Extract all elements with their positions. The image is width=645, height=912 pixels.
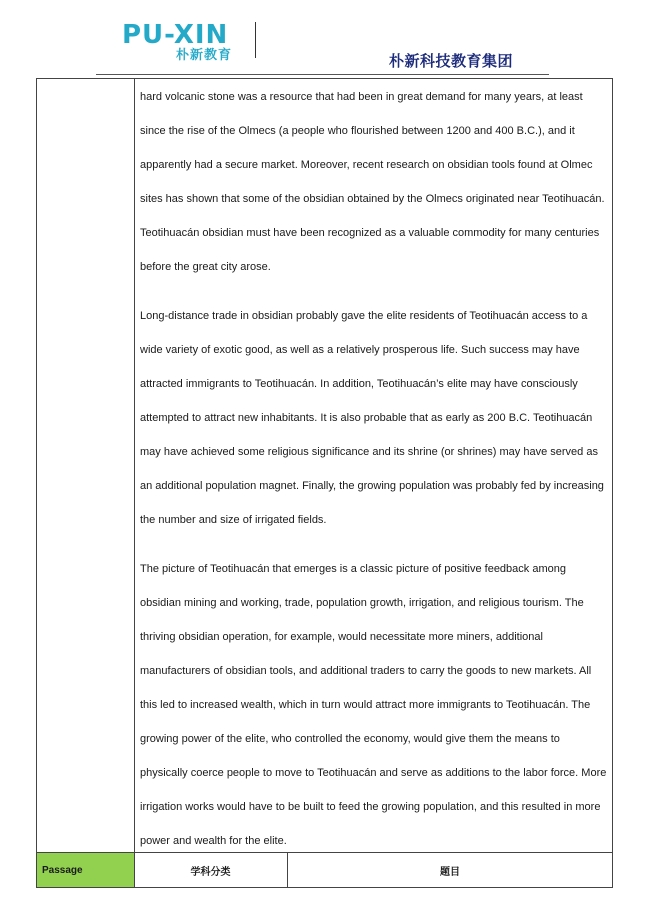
question-header-cell: 题目 (440, 866, 460, 878)
table-column-divider (134, 78, 135, 888)
passage-paragraph: hard volcanic stone was a resource that had been in great demand for many years, at least since the rise of the Olmecs (a people who flourished between 1200 and 400 B.C.), and it apparently had a secure market. Moreover, recent research on obsidian tools found at Olmec sites has shown that some of the obsidian obtained by the Olmecs originated near Teotihuacán. Teotihuacán obsidian must have been recognized as a valuable commodity for many centuries before the great city arose. (140, 91, 605, 273)
passage-paragraph: The picture of Teotihuacán that emerges is a classic picture of positive feedback among obsidian mining and working, trade, population growth, irrigation, and religious tourism. The thriving obsidian operation, for example, would necessitate more miners, additional manufacturers of obsidian tools, and additional traders to carry the goods to new markets. All this led to increased wealth, which in turn would attract more immigrants to Teotihuacán. The growing power of the elite, who controlled the economy, would give them the means to physically coerce people to move to Teotihuacán and serve as additions to the labor force. More irrigation works would have to be built to feed the growing population, and this resulted in more power and wealth for the elite. (140, 563, 607, 847)
passage-paragraph: Long-distance trade in obsidian probably gave the elite residents of Teotihuacán access to a wide variety of exotic good, as well as a relatively prosperous life. Such success may have attracted immigrants to Teotihuacán. In addition, Teotihuacán’s elite may have consciously attempted to attract new inhabitants. It is also probable that as early as 200 B.C. Teotihuacán may have achieved some religious significance and its shrine (or shrines) may have served as an additional population magnet. Finally, the growing population was probably fed by increasing the number and size of irrigated fields. (140, 310, 604, 526)
logo-wordmark: PU-XIN (122, 20, 229, 50)
puxin-logo (122, 20, 262, 64)
table-right-border (612, 78, 613, 888)
logo-subtitle: 朴新教育 (176, 48, 233, 63)
header-rule (96, 74, 549, 75)
table-top-border (36, 78, 613, 79)
subject-header-cell: 学科分类 (190, 866, 231, 878)
page-header (0, 0, 645, 80)
logo-divider (255, 22, 256, 58)
table-left-border (36, 78, 37, 888)
company-name: 朴新科技教育集团 (389, 52, 514, 70)
table-footer-row (36, 853, 613, 888)
passage-text (140, 80, 608, 873)
passage-header-cell: Passage (37, 853, 134, 887)
